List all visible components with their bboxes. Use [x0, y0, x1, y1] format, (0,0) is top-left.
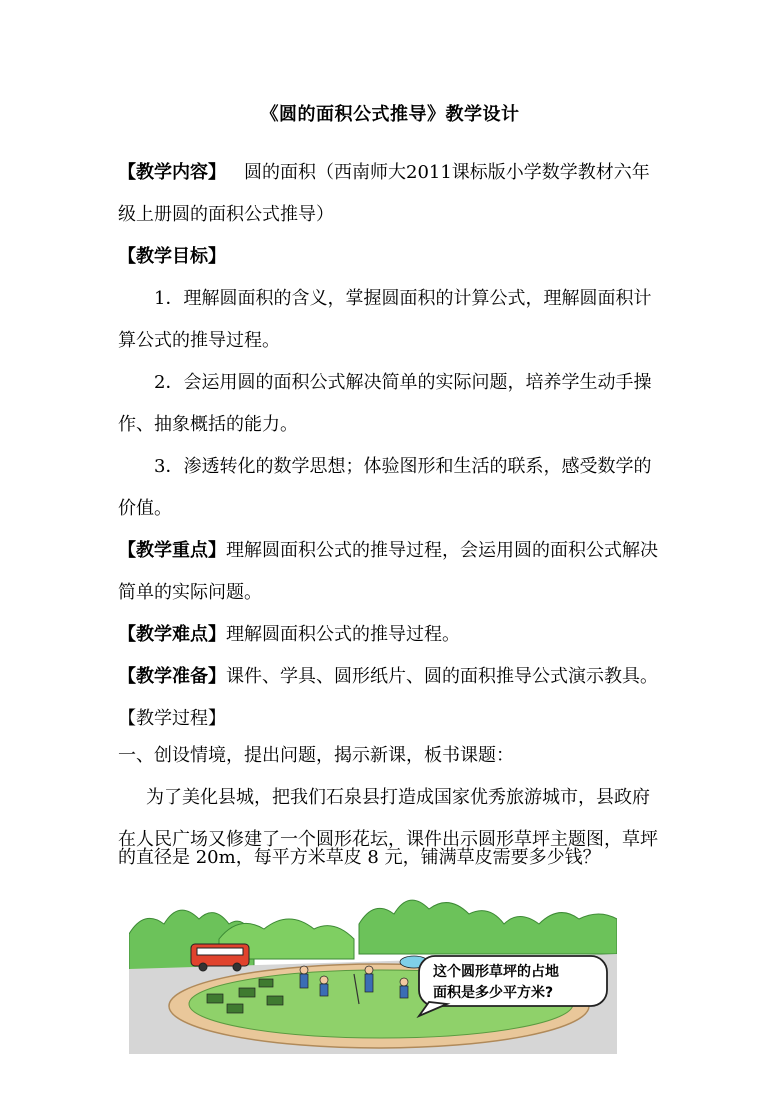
- bubble-line-1: 这个圆形草坪的占地: [433, 964, 559, 980]
- sod-block: [259, 979, 273, 987]
- objective-2-line-1: 2．会运用圆的面积公式解决简单的实际问题，培养学生动手操: [154, 372, 652, 393]
- key-points-line-1: [118, 539, 664, 563]
- sod-block: [267, 996, 283, 1005]
- sod-block: [227, 1004, 243, 1013]
- content-line-1: [118, 161, 664, 185]
- key-points-text-1: 理解圆面积公式的推导过程，会运用圆的面积公式解决: [226, 540, 658, 561]
- difficulty-line: [118, 623, 664, 647]
- process-para-line-3: 的直径是 20m，每平方米草皮 8 元，铺满草皮需要多少钱？: [118, 847, 601, 868]
- process-section-1: 一、创设情境，提出问题，揭示新课，板书课题：: [118, 745, 514, 766]
- key-points-label: 【教学重点】: [118, 540, 226, 561]
- objective-1-line-2: 算公式的推导过程。: [118, 330, 280, 351]
- preparation-line: [118, 665, 664, 689]
- objectives-label: 【教学目标】: [118, 246, 226, 267]
- objective-3-line-1: 3．渗透转化的数学思想；体验图形和生活的联系，感受数学的: [154, 456, 652, 477]
- sod-block: [207, 994, 223, 1003]
- content-text-1: 圆的面积（西南师大2011课标版小学数学教材六年: [244, 162, 650, 183]
- objective-3-line-2: 价值。: [118, 498, 172, 519]
- document-title: 《圆的面积公式推导》教学设计: [260, 104, 520, 125]
- key-points-line-2: 简单的实际问题。: [118, 582, 262, 603]
- bubble-line-2: 面积是多少平方米?: [433, 985, 554, 1001]
- lawn-illustration: [129, 884, 617, 1054]
- process-para-line-2: 在人民广场又修建了一个圆形花坛，课件出示圆形草坪主题图，草坪: [118, 829, 658, 850]
- preparation-label: 【教学准备】: [118, 666, 226, 687]
- difficulty-label: 【教学难点】: [118, 624, 226, 645]
- process-label: 【教学过程】: [118, 708, 226, 729]
- sod-block: [239, 988, 255, 997]
- difficulty-text: 理解圆面积公式的推导过程。: [226, 624, 460, 645]
- content-label: 【教学内容】: [118, 162, 226, 183]
- objective-2-line-2: 作、抽象概括的能力。: [118, 414, 298, 435]
- content-line-2: 级上册圆的面积公式推导）: [118, 204, 334, 225]
- preparation-text: 课件、学具、圆形纸片、圆的面积推导公式演示教具。: [226, 666, 658, 687]
- objective-1-line-1: 1．理解圆面积的含义，掌握圆面积的计算公式，理解圆面积计: [154, 288, 652, 309]
- process-para-line-1: 为了美化县城，把我们石泉县打造成国家优秀旅游城市，县政府: [146, 787, 650, 808]
